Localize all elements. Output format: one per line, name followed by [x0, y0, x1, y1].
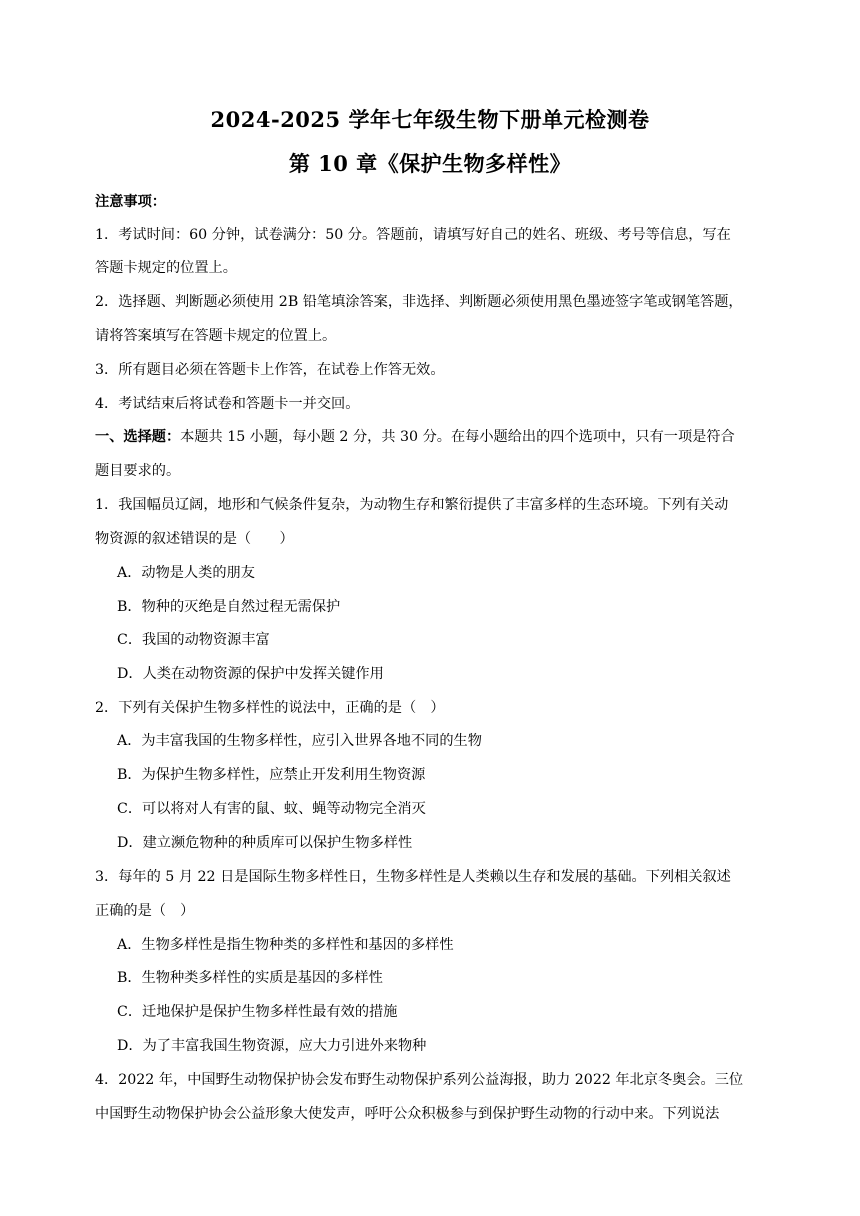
question-stem: 物资源的叙述错误的是（ ） [95, 531, 294, 547]
section-intro-cont: 题目要求的。 [95, 463, 181, 479]
answer-option: A．生物多样性是指生物种类的多样性和基因的多样性 [117, 937, 454, 953]
answer-option: D．建立濒危物种的种质库可以保护生物多样性 [117, 835, 413, 851]
question-stem: 中国野生动物保护协会公益形象大使发声，呼吁公众积极参与到保护野生动物的行动中来。下列说法 [95, 1106, 720, 1122]
section-intro [95, 427, 775, 447]
question-stem: 3．每年的 5 月 22 日是国际生物多样性日，生物多样性是人类赖以生存和发展的基础。下列相关叙述 [95, 869, 731, 885]
answer-option: D．人类在动物资源的保护中发挥关键作用 [117, 666, 384, 682]
exam-title: 2024-2025 学年七年级生物下册单元检测卷 [210, 107, 650, 132]
answer-option: A．为丰富我国的生物多样性，应引入世界各地不同的生物 [117, 733, 482, 749]
answer-option: C．迁地保护是保护生物多样性最有效的措施 [117, 1004, 398, 1020]
notice-item: 请将答案填写在答题卡规定的位置上。 [95, 328, 337, 344]
question-stem: 1．我国幅员辽阔，地形和气候条件复杂，为动物生存和繁衍提供了丰富多样的生态环境。下列有关动 [95, 497, 729, 513]
answer-option: C．可以将对人有害的鼠、蚊、蝇等动物完全消灭 [117, 801, 426, 817]
question-stem: 4．2022 年，中国野生动物保护协会发布野生动物保护系列公益海报，助力 2022 年北京冬奥会。三位 [95, 1072, 744, 1088]
answer-option: A．动物是人类的朋友 [117, 565, 255, 581]
notice-heading: 注意事项： [95, 194, 166, 210]
notice-item: 3．所有题目必须在答题卡上作答，在试卷上作答无效。 [95, 362, 445, 378]
chapter-title: 第 10 章《保护生物多样性》 [288, 151, 572, 176]
section-intro-text: 本题共 15 小题，每小题 2 分，共 30 分。在每小题给出的四个选项中，只有一项是符合 [180, 429, 735, 445]
answer-option: B．生物种类多样性的实质是基因的多样性 [117, 970, 383, 986]
notice-item: 1．考试时间：60 分钟，试卷满分：50 分。答题前，请填写好自己的姓名、班级、考号等信息，写在 [95, 227, 731, 243]
notice-item: 2．选择题、判断题必须使用 2B 铅笔填涂答案，非选择、判断题必须使用黑色墨迹签字笔或钢笔答题， [95, 294, 743, 310]
answer-option: D．为了丰富我国生物资源，应大力引进外来物种 [117, 1038, 427, 1054]
answer-option: B．物种的灭绝是自然过程无需保护 [117, 599, 341, 615]
question-stem: 正确的是（ ） [95, 903, 195, 919]
section-label: 一、选择题： [95, 429, 181, 445]
notice-item: 4．考试结束后将试卷和答题卡一并交回。 [95, 396, 360, 412]
question-stem: 2．下列有关保护生物多样性的说法中，正确的是（ ） [95, 700, 445, 716]
answer-option: B．为保护生物多样性，应禁止开发利用生物资源 [117, 767, 426, 783]
notice-item: 答题卡规定的位置上。 [95, 260, 237, 276]
answer-option: C．我国的动物资源丰富 [117, 632, 270, 648]
